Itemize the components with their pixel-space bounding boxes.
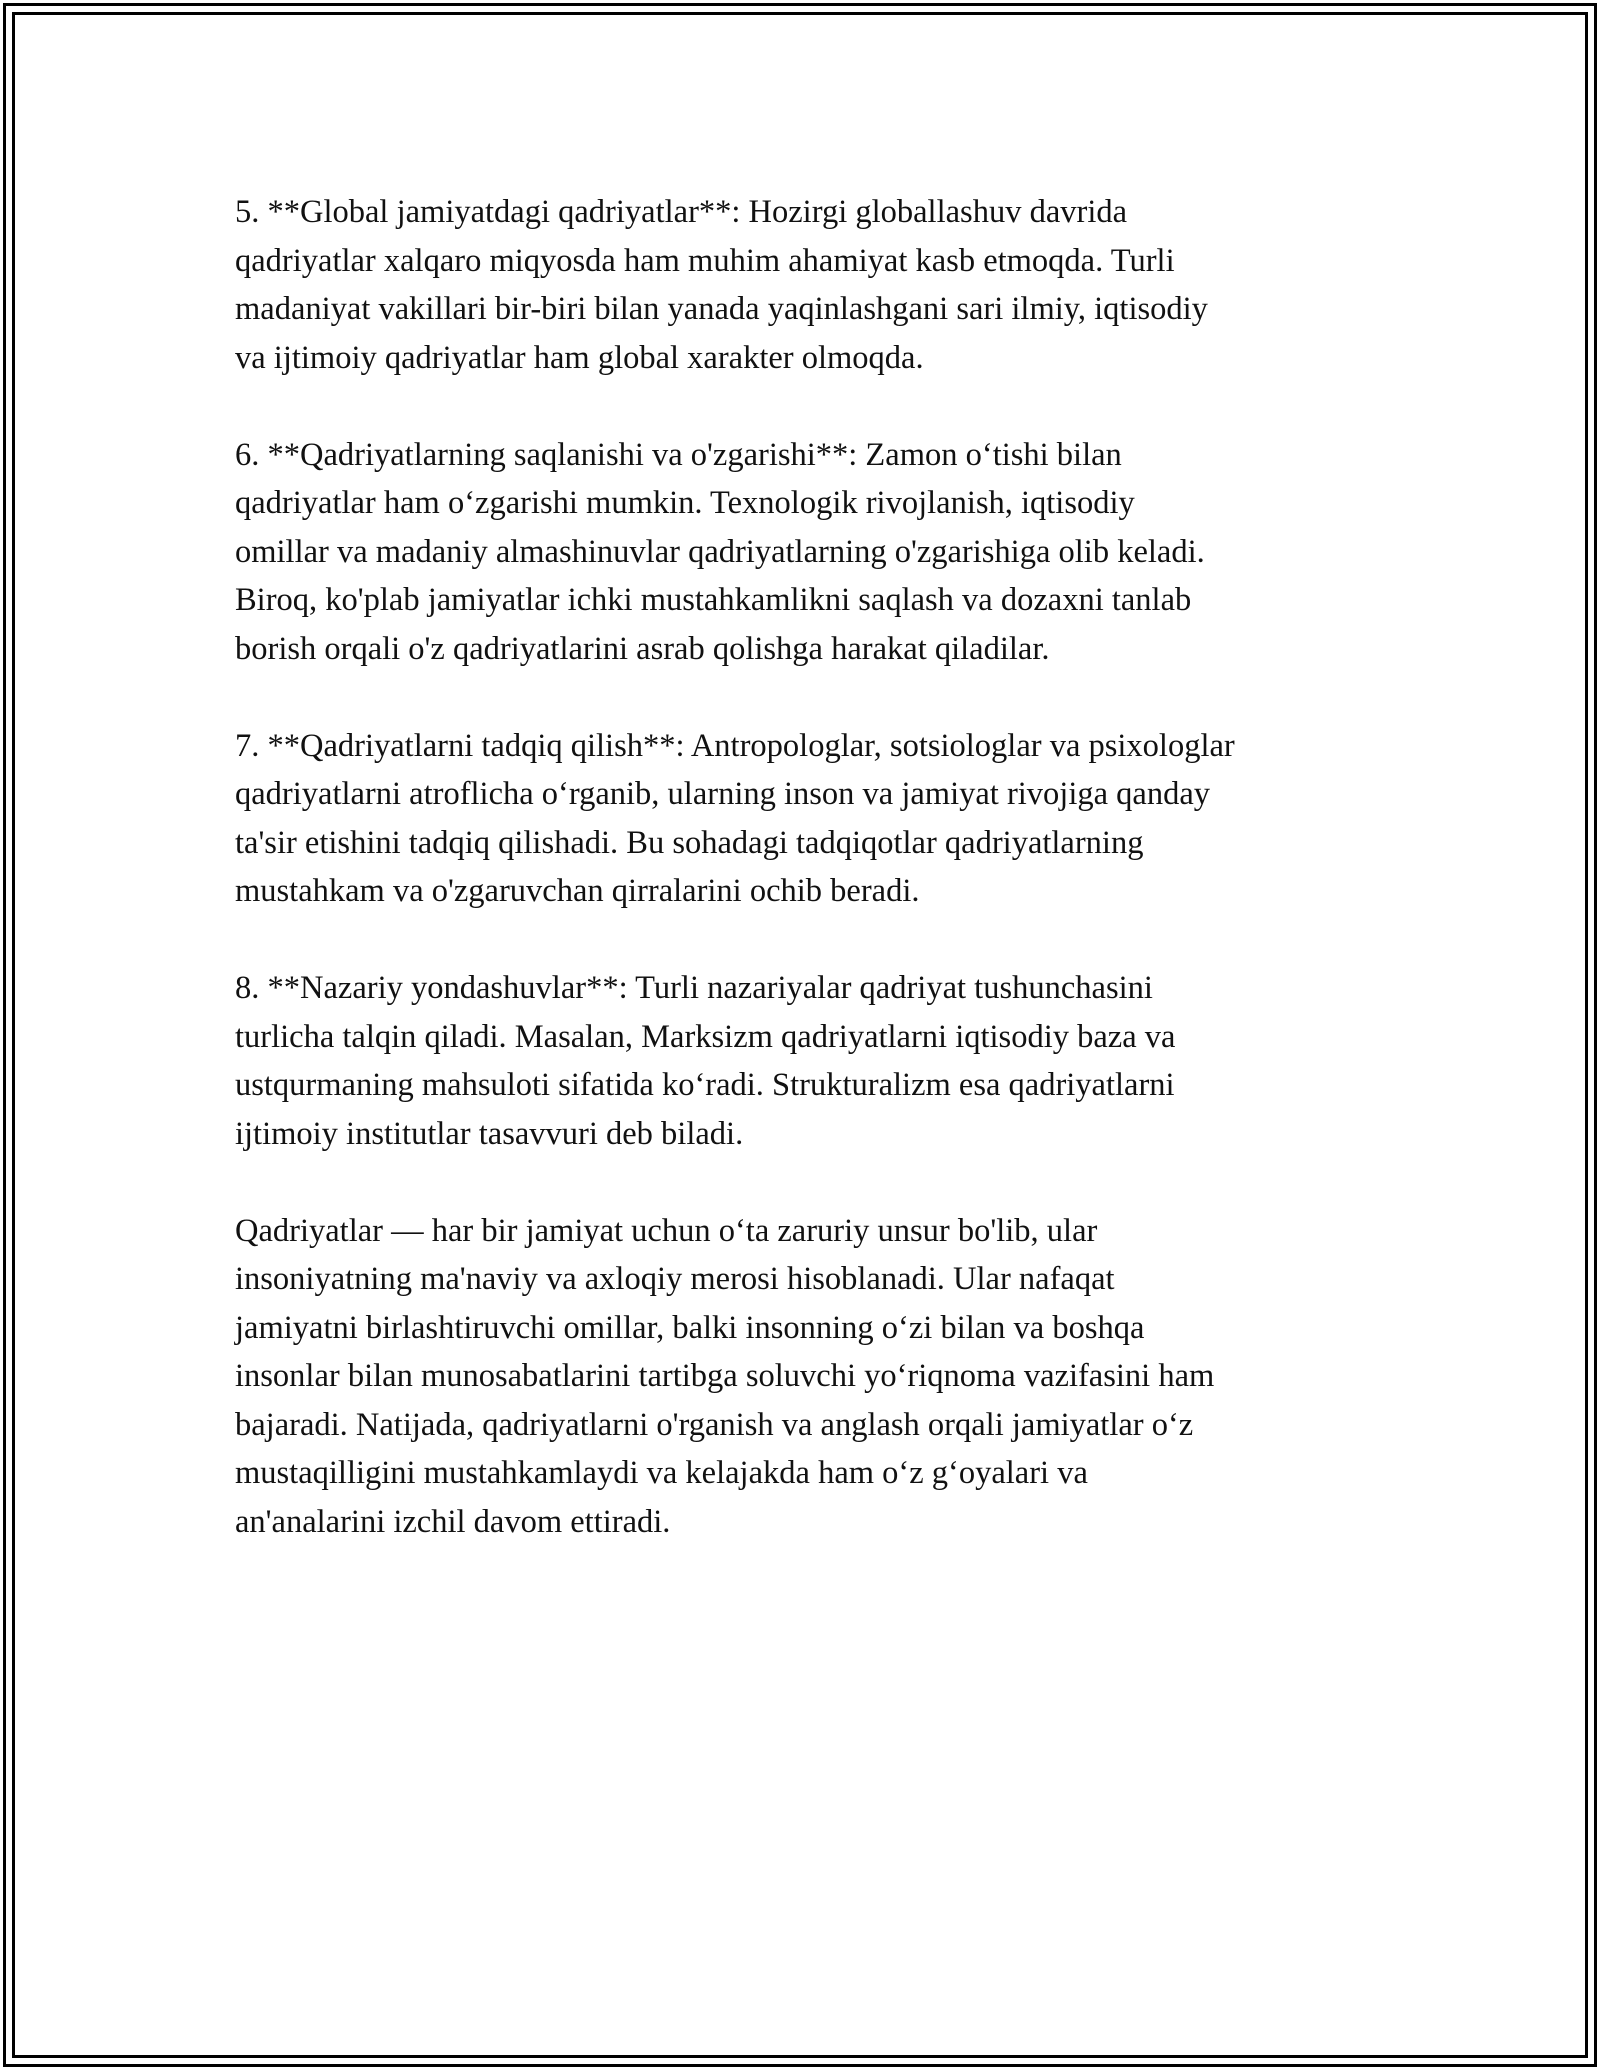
text-line: 8. **Nazariy yondashuvlar**: Turli nazariyalar qadriyat tushunchasini (235, 970, 1153, 1006)
text-line: borish orqali o'z qadriyatlarini asrab qolishga harakat qiladilar. (235, 630, 1050, 667)
paragraph-global-values (235, 188, 1385, 382)
text-line: jamiyatni birlashtiruvchi omillar, balki insonning o‘zi bilan va boshqa (235, 1309, 1145, 1346)
text-line: omillar va madaniy almashinuvlar qadriyatlarning o'zgarishiga olib keladi. (235, 533, 1205, 570)
text-line: madaniyat vakillari bir-biri bilan yanada yaqinlashgani sari ilmiy, iqtisodiy (235, 291, 1208, 327)
text-line: qadriyatlarni atroflicha o‘rganib, ularning inson va jamiyat rivojiga qanday (235, 776, 1210, 812)
text-line: 6. **Qadriyatlarning saqlanishi va o'zgarishi**: Zamon o‘tishi bilan (235, 436, 1122, 473)
document-body (235, 188, 1385, 1595)
paragraph-conclusion (235, 1207, 1385, 1547)
text-line: Qadriyatlar — har bir jamiyat uchun o‘ta zaruriy unsur bo'lib, ular (235, 1212, 1098, 1249)
text-line: mustaqilligini mustahkamlaydi va kelajakda ham o‘z g‘oyalari va (235, 1455, 1088, 1491)
text-line: mustahkam va o'zgaruvchan qirralarini ochib beradi. (235, 873, 920, 909)
text-line: an'analarini izchil davom ettiradi. (235, 1503, 671, 1540)
text-line: turlicha talqin qiladi. Masalan, Marksizm qadriyatlarni iqtisodiy baza va (235, 1018, 1176, 1055)
paragraph-preservation-and-change (235, 431, 1385, 674)
text-line: insoniyatning ma'naviy va axloqiy merosi hisoblanadi. Ular nafaqat (235, 1261, 1115, 1297)
text-line: ustqurmaning mahsuloti sifatida ko‘radi. Strukturalizm esa qadriyatlarni (235, 1067, 1175, 1103)
paragraph-research (235, 722, 1385, 916)
text-line: va ijtimoiy qadriyatlar ham global xarakter olmoqda. (235, 339, 924, 376)
text-line: ta'sir etishini tadqiq qilishadi. Bu sohadagi tadqiqotlar qadriyatlarning (235, 824, 1144, 861)
text-line: bajaradi. Natijada, qadriyatlarni o'rganish va anglash orqali jamiyatlar o‘z (235, 1406, 1194, 1443)
text-line: qadriyatlar xalqaro miqyosda ham muhim ahamiyat kasb etmoqda. Turli (235, 242, 1175, 279)
text-line: qadriyatlar ham o‘zgarishi mumkin. Texnologik rivojlanish, iqtisodiy (235, 485, 1135, 521)
paragraph-theoretical-approaches (235, 964, 1385, 1158)
text-line: ijtimoiy institutlar tasavvuri deb biladi. (235, 1115, 744, 1152)
text-line: insonlar bilan munosabatlarini tartibga soluvchi yo‘riqnoma vazifasini ham (235, 1358, 1215, 1394)
text-line: 5. **Global jamiyatdagi qadriyatlar**: Hozirgi globallashuv davrida (235, 194, 1128, 230)
text-line: 7. **Qadriyatlarni tadqiq qilish**: Antropologlar, sotsiologlar va psixologlar (235, 727, 1235, 764)
text-line: Biroq, ko'plab jamiyatlar ichki mustahkamlikni saqlash va dozaxni tanlab (235, 582, 1192, 618)
